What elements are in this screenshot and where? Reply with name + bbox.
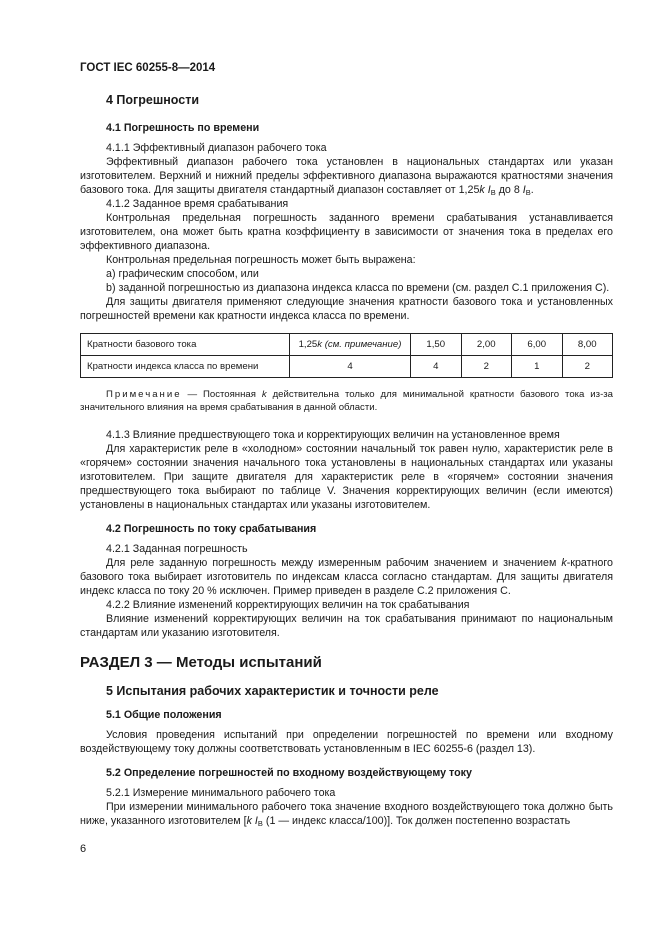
subsection-4-1-title: 4.1 Погрешность по времени <box>106 122 260 134</box>
part-3-title: РАЗДЕЛ 3 — Методы испытаний <box>80 654 322 671</box>
paragraph-general-conditions: Условия проведения испытаний при определении погрешностей по времени или входному воздействующему току должны соответствовать установленным в IEC 60255-6 (раздел 13). <box>80 729 613 755</box>
table-cell: 8,00 <box>562 334 613 356</box>
clause-4-1-2-title: 4.1.2 Заданное время срабатывания <box>106 198 289 210</box>
clause-4-1-1-title: 4.1.1 Эффективный диапазон рабочего тока <box>106 142 327 154</box>
paragraph-operating-range: Эффективный диапазон рабочего тока установлен в национальных стандартах или указан изготовителем. Верхний и нижний пределы эффективного диапазона выражаются кратностями значения базового тока. Для защиты двигателя стандартный диапазон составляет от 1,25k $I_B$ до 8 $I_B$. <box>80 156 613 197</box>
clause-4-1-3-title: 4.1.3 Влияние предшествующего тока и корректирующих величин на установленное время <box>106 429 560 441</box>
table-cell: 4 <box>290 356 411 378</box>
table-note: Примечание — Постоянная k действительна только для минимальной кратности базового тока из-за значительного влияния на время срабатывания в данной области. <box>80 389 613 413</box>
list-item-b: b) заданной погрешностью из диапазона индекса класса по времени (см. раздел C.1 приложения С). <box>106 282 610 294</box>
paragraph-influencing-quantities: Влияние изменений корректирующих величин на ток срабатывания принимают по национальным стандартам или указанию изготовителя. <box>80 613 613 639</box>
clause-5-2-1-title: 5.2.1 Измерение минимального рабочего тока <box>106 787 336 799</box>
subsection-4-2-title: 4.2 Погрешность по току срабатывания <box>106 523 317 535</box>
paragraph-error-limit: Контрольная предельная погрешность заданного времени срабатывания устанавливается изготовителем, она может быть кратна коэффициенту в зависимости от значения тока в пределах его эффективного диапазона. <box>80 212 613 252</box>
page-number: 6 <box>80 843 87 855</box>
table-cell: 1 <box>512 356 563 378</box>
list-item-a: a) графическим способом, или <box>106 268 259 280</box>
table-row <box>81 356 613 378</box>
table-row <box>81 334 613 356</box>
table-cell: 2,00 <box>461 334 512 356</box>
paragraph-motor-protection: Для защиты двигателя применяют следующие значения кратности базового тока и установленных погрешностей времени как кратности индекса класса по времени. <box>80 296 613 322</box>
table-cell: 4 <box>411 356 462 378</box>
subsection-5-2-title: 5.2 Определение погрешностей по входному воздействующему току <box>106 767 472 779</box>
table-cell: 2 <box>562 356 613 378</box>
standard-header: ГОСТ IEC 60255-8—2014 <box>80 62 216 74</box>
subsection-5-1-title: 5.1 Общие положения <box>106 709 222 721</box>
multiples-table <box>80 333 613 378</box>
section-5-title: 5 Испытания рабочих характеристик и точности реле <box>106 684 439 698</box>
table-cell-label: Кратности индекса класса по времени <box>81 356 290 378</box>
table-cell-label: Кратности базового тока <box>81 334 290 356</box>
paragraph-min-current: При измерении минимального рабочего тока значение входного воздействующего тока должно быть ниже, указанного изготовителем [k $I_B$ (1 — индекс класса/100)]. Ток должен постепенно возрастать <box>80 801 613 828</box>
paragraph-preceding-current: Для характеристик реле в «холодном» состоянии начальный ток равен нулю, характеристик реле в «горячем» состоянии значения начального тока установлены в национальных стандартах или указаны изготовителем. При защите двигателя для характеристик реле в «горячем» состоянии значения предшествующего тока выбирают по таблице V. Значения корректирующих величин (если имеются) установлены в национальных стандартах или указаны изготовителем. <box>80 443 613 511</box>
page-content <box>80 88 613 828</box>
table-cell: 6,00 <box>512 334 563 356</box>
paragraph-error-expression: Контрольная предельная погрешность может быть выражена: <box>106 254 416 266</box>
section-4-title: 4 Погрешности <box>106 93 200 107</box>
table-cell: 2 <box>461 356 512 378</box>
clause-4-2-1-title: 4.2.1 Заданная погрешность <box>106 543 248 555</box>
table-cell: 1,50 <box>411 334 462 356</box>
clause-4-2-2-title: 4.2.2 Влияние изменений корректирующих величин на ток срабатывания <box>106 599 470 611</box>
paragraph-specified-error: Для реле заданную погрешность между измеренным рабочим значением и значением k-кратного базового тока выбирает изготовитель по индексам класса согласно стандартам. Для защиты двигателя индекс класса по току 20 % исключен. Пример приведен в разделе C.2 приложения С. <box>80 557 613 597</box>
table-cell: 1,25k (см. примечание) <box>290 334 411 356</box>
